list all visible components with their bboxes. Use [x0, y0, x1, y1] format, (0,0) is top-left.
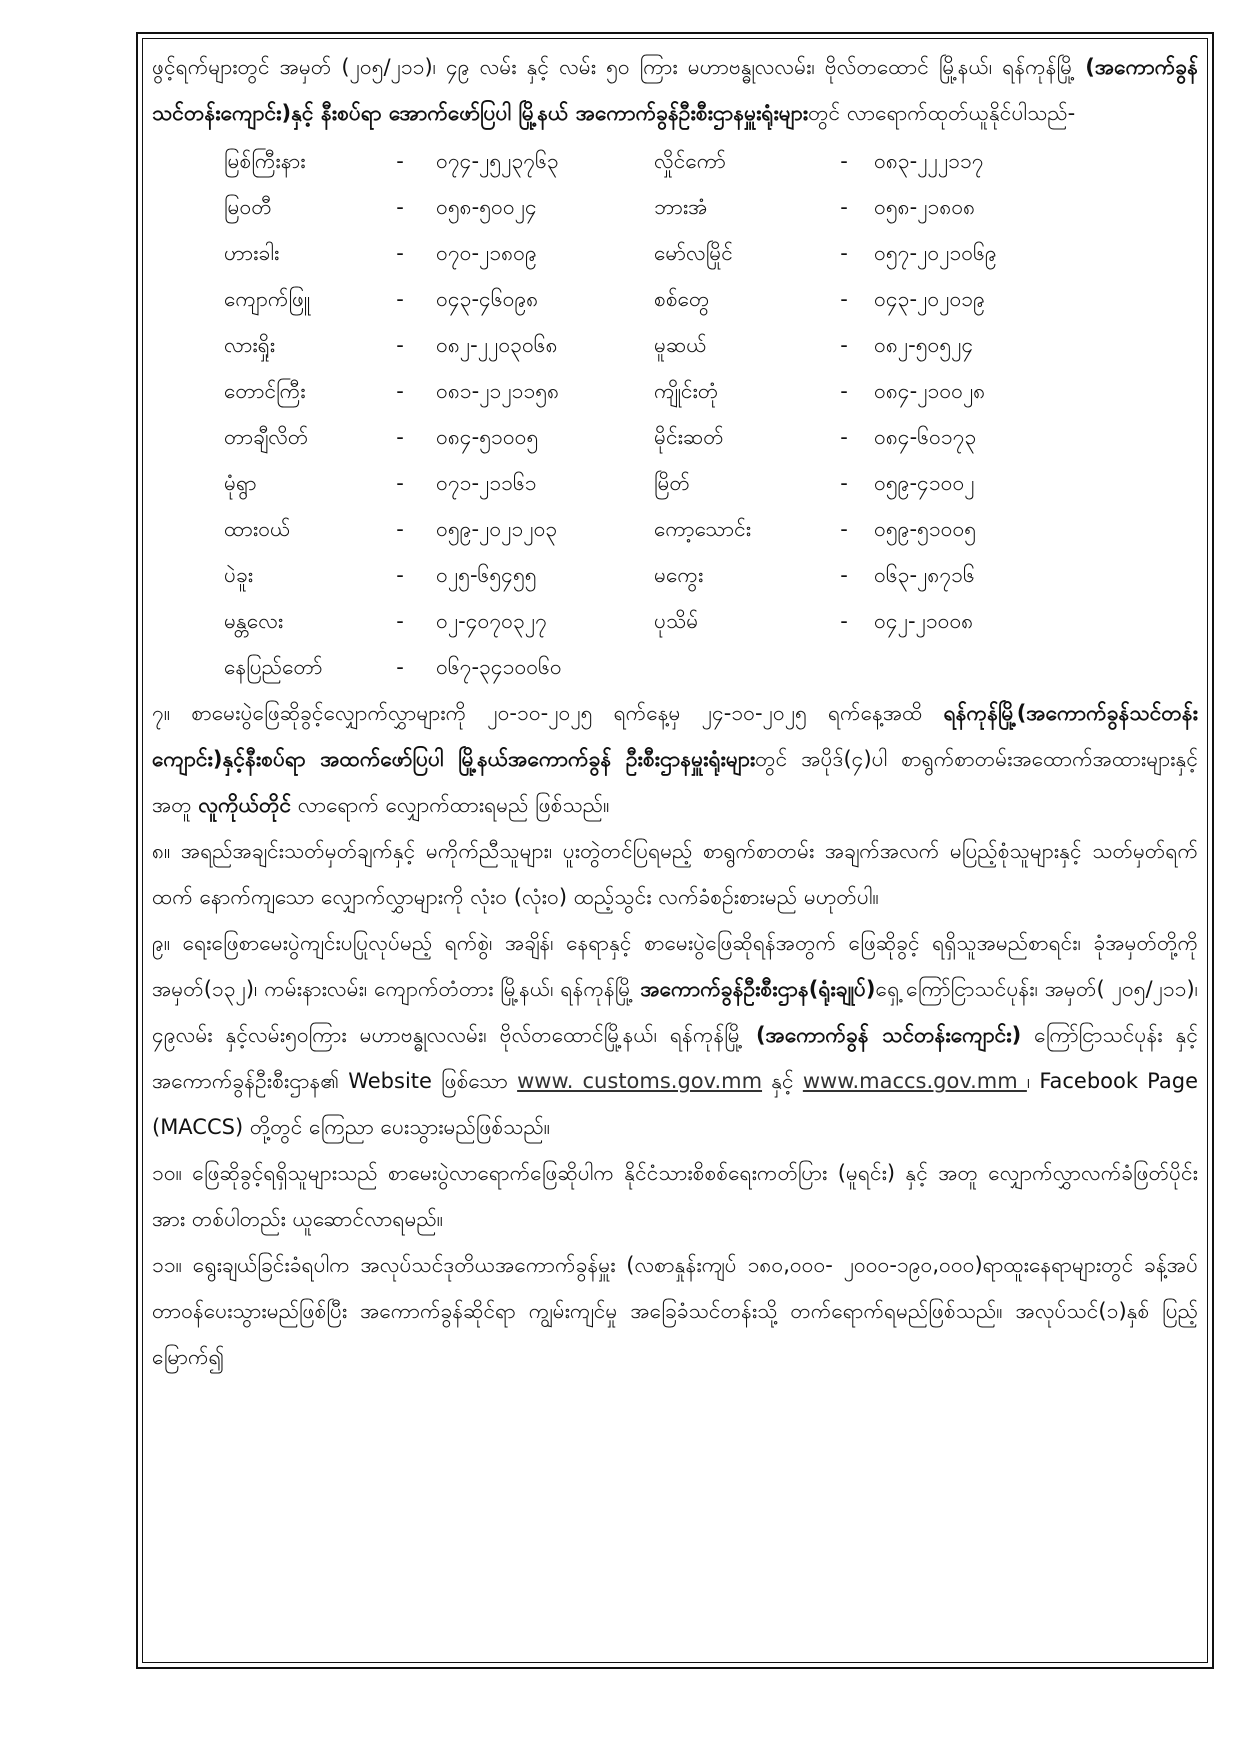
intro-paragraph	[152, 44, 1198, 136]
separator-dash: -	[840, 149, 848, 173]
office-name: မန္တလေး	[224, 609, 284, 633]
p9-lead: ၉။ ရေးဖြေစာမေးပွဲကျင်းပပြုလုပ်မည့် ရက်စွဲ၊ အချိန်၊ နေရာနှင့် စာမေးပွဲဖြေဆိုရန်အတွက် ဖြေဆိုခွင့် ရရှိသူအမည်စာရင်း၊ ခုံအမှတ်တို့ကို အမှတ်(၁၃၂)၊ ကမ်းနားလမ်း၊ ကျောက်တံတား မြို့နယ်၊ ရန်ကုန်မြို့	[152, 931, 1198, 1001]
office-phone: ၀၅၉-၂၀၂၁၂၀၃	[436, 517, 558, 541]
p7-mid: တွင် အပိုဒ်(၄)ပါ စာရွက်စာတမ်းအထောက်အထားများနှင့်အတူ	[152, 747, 1198, 817]
separator-dash: -	[396, 609, 404, 633]
office-phone: ၀၅၇-၂၀၂၁၀၆၉	[874, 241, 997, 265]
separator-dash: -	[396, 333, 404, 357]
separator-dash: -	[396, 379, 404, 403]
p9-mid3: နှင့်	[762, 1069, 803, 1093]
separator-dash: -	[396, 471, 404, 495]
table-row	[224, 598, 1198, 644]
p7-tail: လာရောက် လျှောက်ထားရမည် ဖြစ်သည်။	[291, 793, 610, 817]
separator-dash: -	[396, 195, 404, 219]
office-name: မူဆယ်	[654, 333, 707, 357]
separator-dash: -	[396, 655, 404, 679]
office-name: မြိတ်	[654, 471, 690, 495]
office-phone: ၀၄၃-၂၀၂၀၁၉	[874, 287, 985, 311]
table-row	[224, 460, 1198, 506]
office-phone: ၀၅၉-၅၁၀၀၅	[874, 517, 977, 541]
office-name: ပဲခူး	[224, 563, 254, 587]
office-name: တာချီလိတ်	[224, 425, 309, 449]
office-phone: ၀၅၈-၅၀၀၂၄	[436, 195, 537, 219]
intro-tail: တွင် လာရောက်ထုတ်ယူနိုင်ပါသည်-	[808, 101, 1076, 125]
office-name: ထားဝယ်	[224, 517, 291, 541]
office-directory	[224, 138, 1198, 690]
document-body	[152, 44, 1198, 1654]
office-phone: ၀၈၄-၆၀၁၇၃	[874, 425, 977, 449]
paragraph-8: ၈။ အရည်အချင်းသတ်မှတ်ချက်နှင့် မကိုက်ညီသူများ၊ ပူးတွဲတင်ပြရမည့် စာရွက်စာတမ်း အချက်အလက် မပြည့်စုံသူများနှင့် သတ်မှတ်ရက်ထက် နောက်ကျသော လျှောက်လွှာများကို လုံး၀ (လုံး၀) ထည့်သွင်း လက်ခံစဉ်းစားမည် မဟုတ်ပါ။	[152, 839, 1198, 909]
office-name: စစ်တွေ	[654, 287, 710, 311]
customs-website-link[interactable]: www. customs.gov.mm	[517, 1069, 763, 1093]
separator-dash: -	[840, 379, 848, 403]
office-phone: ၀၈၂-၅၀၅၂၄	[874, 333, 974, 357]
p7-bold-in-person: လူကိုယ်တိုင်	[198, 793, 292, 817]
separator-dash: -	[396, 241, 404, 265]
p9-mid1: ရှေ့ ကြော်ငြာသင်ပုန်း၊ အမှတ်( ၂၀၅/၂၁၁)၊ ၄၉လမ်း နှင့်လမ်း၅၀ကြား မဟာဗန္ဓုလလမ်း၊ ဗိုလ်တထောင်မြို့နယ်၊ ရန်ကုန်မြို့	[152, 977, 1198, 1047]
separator-dash: -	[840, 563, 848, 587]
office-name: ပုသိမ်	[654, 609, 699, 633]
p9-bold-hq: အကောက်ခွန်ဦးစီးဌာန(ရုံးချုပ်)	[640, 977, 876, 1001]
maccs-website-link[interactable]: www.maccs.gov.mm	[802, 1069, 1027, 1093]
table-row	[224, 506, 1198, 552]
office-name: မြစ်ကြီးနား	[224, 149, 306, 173]
office-name: မကွေး	[654, 563, 704, 587]
office-name: လားရှိုး	[224, 333, 276, 357]
office-phone: ၀၈၄-၂၁၀၀၂၈	[874, 379, 986, 403]
separator-dash: -	[396, 149, 404, 173]
office-name: မိုင်းဆတ်	[654, 425, 724, 449]
table-row	[224, 276, 1198, 322]
office-phone: ၀၇၀-၂၁၈၀၉	[436, 241, 537, 265]
office-phone: ၀၈၁-၂၁၂၁၁၅၈	[436, 379, 560, 403]
office-name: ဘားအံ	[654, 195, 708, 219]
paragraph-10: ၁၀။ ဖြေဆိုခွင့်ရရှိသူများသည် စာမေးပွဲလာရောက်ဖြေဆိုပါက နိုင်ငံသားစိစစ်ရေးကတ်ပြား (မူရင်း) နှင့် အတူ လျှောက်လွှာလက်ခံဖြတ်ပိုင်းအား တစ်ပါတည်း ယူဆောင်လာရမည်။	[152, 1161, 1198, 1231]
separator-dash: -	[396, 287, 404, 311]
office-name: ဟားခါး	[224, 241, 280, 265]
office-phone: ၀၈၂-၂၂၀၃၀၆၈	[436, 333, 558, 357]
intro-bold: (အကောက်ခွန်သင်တန်းကျောင်း)နှင့် နီးစပ်ရာ အောက်ဖော်ပြပါ မြို့နယ် အကောက်ခွန်ဦးစီးဌာနမှူးရုံးများ	[152, 55, 1198, 125]
office-name: မြဝတီ	[224, 195, 272, 219]
p7-bold-offices: ရန်ကုန်မြို့(အကောက်ခွန်သင်တန်းကျောင်း)နှင့်နီးစပ်ရာ အထက်ဖော်ပြပါ မြို့နယ်အကောက်ခွန် ဦးစီးဌာနမှူးရုံးများ	[152, 701, 1198, 771]
intro-text: ဖွင့်ရက်များတွင် အမှတ် (၂၀၅/၂၁၁)၊ ၄၉ လမ်း နှင့် လမ်း ၅၀ ကြား မဟာဗန္ဓုလလမ်း၊ ဗိုလ်တထောင် မြို့နယ်၊ ရန်ကုန်မြို့	[152, 55, 1086, 79]
table-row	[224, 230, 1198, 276]
office-name: ကျိုင်းတုံ	[654, 379, 719, 403]
table-row	[224, 322, 1198, 368]
office-name: ကျောက်ဖြူ	[224, 287, 311, 311]
separator-dash: -	[840, 609, 848, 633]
table-row	[224, 552, 1198, 598]
office-name: နေပြည်တော်	[224, 655, 323, 679]
separator-dash: -	[840, 333, 848, 357]
separator-dash: -	[840, 471, 848, 495]
p9-bold-school: (အကောက်ခွန် သင်တန်းကျောင်း)	[755, 1023, 1022, 1047]
separator-dash: -	[840, 425, 848, 449]
table-row	[224, 368, 1198, 414]
office-phone: ၀၂၅-၆၅၄၅၅	[436, 563, 537, 587]
p9-tail: ၊ Facebook Page (MACCS) တို့တွင် ကြေညာ ပေးသွားမည်ဖြစ်သည်။	[152, 1069, 1198, 1139]
office-phone: ၀၆၇-၃၄၁၀၀၆၀	[436, 655, 562, 679]
table-row	[224, 184, 1198, 230]
p7-lead: ၇။ စာမေးပွဲဖြေဆိုခွင့်လျှောက်လွှာများကို ၂၀-၁၀-၂၀၂၅ ရက်နေ့မှ ၂၄-၁၀-၂၀၂၅ ရက်နေ့အထိ	[152, 701, 944, 725]
office-phone: ၀၄၃-၄၆၀၉၈	[436, 287, 539, 311]
office-phone: ၀၆၃-၂၈၇၁၆	[874, 563, 975, 587]
table-row	[224, 138, 1198, 184]
separator-dash: -	[396, 425, 404, 449]
office-phone: ၀၅၈-၂၁၈၀၈	[874, 195, 976, 219]
office-name: တောင်ကြီး	[224, 379, 306, 403]
table-row	[224, 414, 1198, 460]
office-name: မုံရွာ	[224, 471, 257, 495]
office-name: မော်လမြိုင်	[654, 241, 733, 265]
office-phone: ၀၂-၄၀၇၀၃၂၇	[436, 609, 547, 633]
office-name: လှိုင်ကော်	[654, 149, 726, 173]
paragraph-9	[152, 920, 1198, 1150]
separator-dash: -	[840, 241, 848, 265]
paragraph-11: ၁၁။ ရွေးချယ်ခြင်းခံရပါက အလုပ်သင်ဒုတိယအကောက်ခွန်မှူး (လစာနှုန်းကျပ် ၁၈၀,၀၀၀- ၂၀၀၀-၁၉၀,၀၀၀)ရာထူးနေရာများတွင် ခန့်အပ်တာဝန်ပေးသွားမည်ဖြစ်ပြီး အကောက်ခွန်ဆိုင်ရာ ကျွမ်းကျင်မှု အခြေခံသင်တန်းသို့ တက်ရောက်ရမည်ဖြစ်သည်။ အလုပ်သင်(၁)နှစ် ပြည့်မြောက်၍	[152, 1253, 1198, 1369]
separator-dash: -	[396, 517, 404, 541]
office-name: ကော့သောင်း	[654, 517, 752, 541]
separator-dash: -	[840, 287, 848, 311]
office-phone: ၀၇၁-၂၁၁၆၁	[436, 471, 537, 495]
paragraph-7	[152, 690, 1198, 828]
office-phone: ၀၈၄-၅၁၀၀၅	[436, 425, 539, 449]
separator-dash: -	[840, 517, 848, 541]
separator-dash: -	[396, 563, 404, 587]
p9-mid2: ကြော်ငြာသင်ပုန်း နှင့် အကောက်ခွန်ဦးစီးဌာန၏ Website ဖြစ်သော	[152, 1023, 1198, 1093]
table-row	[224, 644, 1198, 690]
office-phone: ၀၄၂-၂၁၀၀၈	[874, 609, 974, 633]
office-phone: ၀၅၉-၄၁၀၀၂	[874, 471, 975, 495]
office-phone: ၀၇၄-၂၅၂၃၇၆၃	[436, 149, 559, 173]
separator-dash: -	[840, 195, 848, 219]
office-phone: ၀၈၃-၂၂၂၁၁၇	[874, 149, 984, 173]
